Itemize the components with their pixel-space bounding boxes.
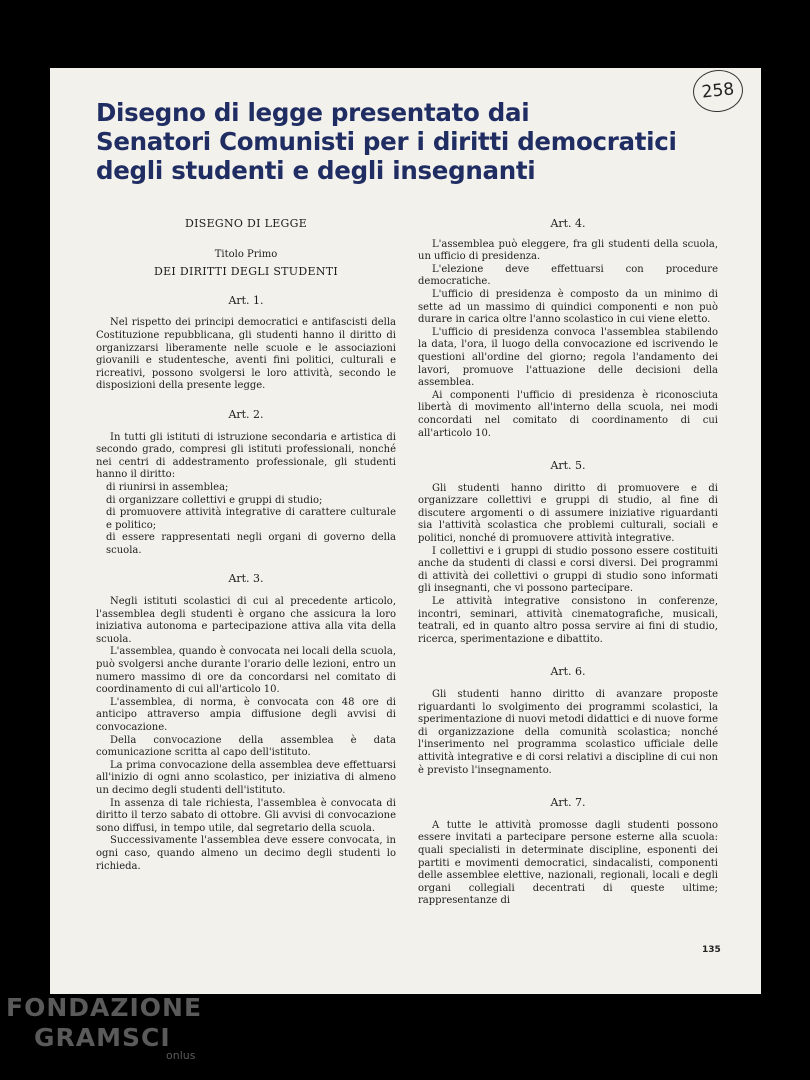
article-label: Art. 6. <box>550 665 586 679</box>
paragraph: L'elezione deve effettuarsi con procedure democratiche. <box>418 263 718 288</box>
paragraph: L'ufficio di presidenza convoca l'assemblea stabilendo la data, l'ora, il luogo della convocazione ed iscrivendo le questioni all'ordine del giorno; regola l'andamento dei lavori, promuove l'attuazione delle decisioni della assemblea. <box>418 326 718 389</box>
logo-line-1: FONDAZIONE <box>6 993 203 1022</box>
title-line: Disegno di legge presentato dai <box>96 98 530 127</box>
logo-line-3: onlus <box>166 1049 196 1062</box>
page-number: 135 <box>702 945 721 955</box>
article-label: Art. 5. <box>550 459 586 473</box>
article-label: Art. 4. <box>550 217 586 230</box>
left-column <box>96 218 396 873</box>
paragraph: In assenza di tale richiesta, l'assemblea è convocata di diritto il terzo sabato di ottobre. Gli avvisi di convocazione sono diffusi, in tempo utile, dal segretario della scuola. <box>96 797 396 834</box>
paragraph: Nel rispetto dei principi democratici e antifascisti della Costituzione repubblicana, gli studenti hanno il diritto di organizzarsi liberamente nelle scuole e le associazioni giovanili e studentesche, aventi fini politici, culturali e ricreativi, possono svolgersi le loro attività, secondo le disposizioni della presente legge. <box>96 317 396 392</box>
page-title <box>96 98 696 185</box>
right-column <box>418 218 718 908</box>
title-line: degli studenti e degli insegnanti <box>96 156 536 185</box>
article-label: Art. 3. <box>228 572 264 586</box>
list-item: di promuovere attività integrative di carattere culturale e politico; <box>106 507 396 531</box>
title-primo: Titolo Primo <box>214 248 278 260</box>
paragraph: L'ufficio di presidenza è composto da un minimo di sette ad un massimo di quindici componenti e non può durare in carica oltre l'anno scolastico in cui viene eletto. <box>418 288 718 326</box>
list-item: di essere rappresentati negli organi di governo della scuola. <box>106 532 396 556</box>
paragraph: I collettivi e i gruppi di studio possono essere costituiti anche da studenti di classi e corsi diversi. Dei programmi di attività dei collettivi o gruppi di studio sono informati gli insegnanti, che vi possono partecipare. <box>418 545 718 595</box>
paragraph: Gli studenti hanno diritto di avanzare proposte riguardanti lo svolgimento dei programmi scolastici, la sperimentazione di nuovi metodi didattici e di nuove forme di organizzazione della comunità scolastica; nonché l'inserimento nel programma scolastico ufficiale delle attività integrative e di corsi relativi a discipline di cui non è previsto l'insegnamento. <box>418 689 718 776</box>
list-item: di organizzare collettivi e gruppi di studio; <box>106 494 323 506</box>
paragraph: Negli istituti scolastici di cui al precedente articolo, l'assemblea degli studenti è organo che assicura la loro iniziativa autonoma e partecipazione attiva alla vita della scuola. <box>96 596 396 645</box>
law-heading: DISEGNO DI LEGGE <box>184 217 308 230</box>
paragraph: L'assemblea, di norma, è convocata con 48 ore di anticipo attraverso ampia diffusione degli avvisi di convocazione. <box>96 696 396 733</box>
paragraph: L'assemblea, quando è convocata nei locali della scuola, può svolgersi anche durante l'orario delle lezioni, entro un numero massimo di ore da concordarsi nel comitato di coordinamento di cui all'articolo 10. <box>96 646 396 696</box>
rights-list <box>96 482 396 558</box>
paragraph: In tutti gli istituti di istruzione secondaria e artistica di secondo grado, compresi gli istituti professionali, nonché nei centri di addestramento professionale, gli studenti hanno il diritto: <box>96 431 396 481</box>
logo-line-2: GRAMSCI <box>34 1023 171 1052</box>
title-line: Senatori Comunisti per i diritti democratici <box>96 127 677 156</box>
paragraph: Della convocazione della assemblea è data comunicazione scritta al capo dell'istituto. <box>96 734 396 759</box>
paragraph: Ai componenti l'ufficio di presidenza è riconosciuta libertà di movimento all'interno della scuola, nei modi concordati nel comitato di coordinamento di cui all'articolo 10. <box>418 389 718 439</box>
paragraph: L'assemblea può eleggere, fra gli studenti della scuola, un ufficio di presidenza. <box>418 238 718 263</box>
section-heading: DEI DIRITTI DEGLI STUDENTI <box>153 265 339 279</box>
paragraph: Le attività integrative consistono in conferenze, incontri, seminari, attività cinematografiche, musicali, teatrali, ed in quanto altro possa servire ai fini di studio, ricerca, sperimentazione e dibattito. <box>418 596 718 645</box>
article-label: Art. 1. <box>228 293 264 307</box>
foundation-logo <box>6 993 203 1062</box>
list-item: di riunirsi in assemblea; <box>106 481 229 493</box>
article-label: Art. 7. <box>550 796 586 810</box>
archive-stamp: 258 <box>691 68 745 115</box>
article-label: Art. 2. <box>228 407 264 421</box>
paragraph: La prima convocazione della assemblea deve effettuarsi all'inizio di ogni anno scolastico, per iniziativa di almeno un decimo degli studenti dell'istituto. <box>96 759 396 796</box>
paragraph: Successivamente l'assemblea deve essere convocata, in ogni caso, quando almeno un decimo degli studenti lo richieda. <box>96 835 396 872</box>
paragraph: A tutte le attività promosse dagli studenti possono essere invitati a partecipare persone esterne alla scuola: quali specialisti in determinate discipline, esponenti dei partiti e movimenti democratici, sindacalisti, componenti delle assemblee elettive, nazionali, regionali, locali e degli organi collegiali decentrati di queste ultime; rappresentanze di <box>418 819 718 907</box>
paragraph: Gli studenti hanno diritto di promuovere e di organizzare collettivi e gruppi di studio, al fine di discutere argomenti o di assumere iniziative riguardanti sia l'attività scolastica che problemi culturali, sociali e politici, nonché di promuovere attività integrative. <box>418 482 718 545</box>
